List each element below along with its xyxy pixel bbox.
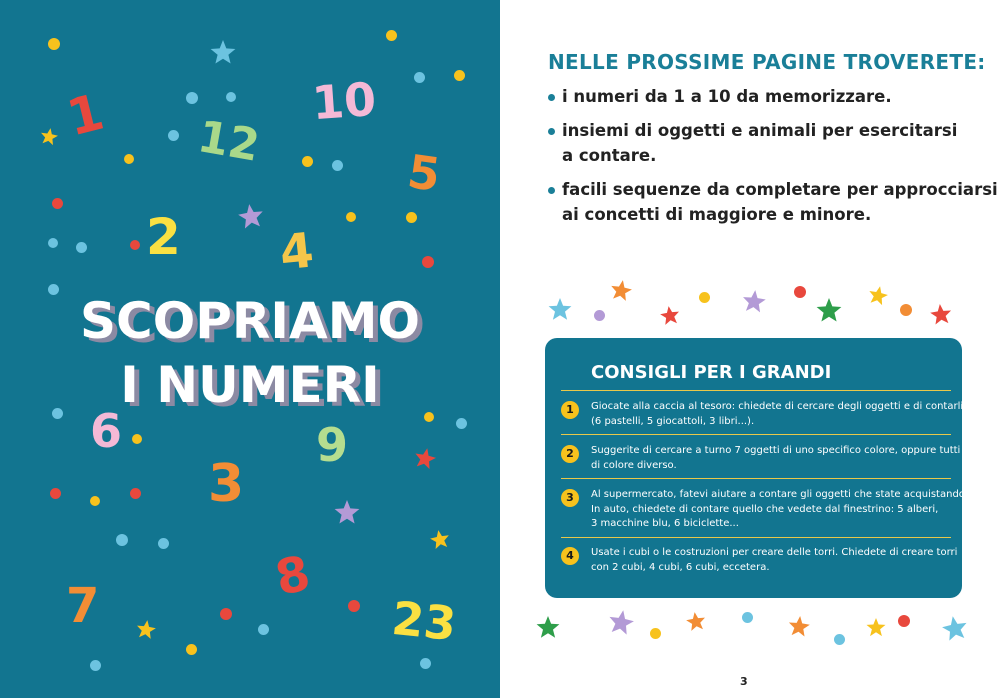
confetti-dot [90,496,100,506]
star-icon [428,528,451,551]
divider [561,390,951,391]
tip-line: con 2 cubi, 4 cubi, 6 cubi, eccetera. [591,561,770,573]
divider [561,537,951,538]
star-icon [334,500,360,526]
number-decoration-12: 12 [194,111,264,172]
star-icon [606,608,636,638]
confetti-dot [900,304,912,316]
confetti-dot [124,154,134,164]
star-icon [548,298,572,322]
confetti-dot [130,240,140,250]
confetti-dot [420,658,431,669]
confetti-dot [90,660,101,671]
page-title-line-1: SCOPRIAMO [80,292,420,350]
confetti-dot [346,212,356,222]
tip-text [591,444,961,473]
intro-item [548,84,968,109]
intro-item [548,177,998,227]
tip-line: In auto, chiedete di contare quello che vedete dal finestrino: 5 alberi, [591,503,939,515]
confetti-dot [454,70,465,81]
tip-line: Al supermercato, fatevi aiutare a contare gli oggetti che state acquistando. [591,489,968,500]
star-icon [608,278,633,303]
number-decoration-8: 8 [270,545,315,607]
number-decoration-23: 23 [389,590,459,652]
tip-line: 3 macchine blu, 6 biciclette... [591,518,739,529]
confetti-dot [186,92,198,104]
confetti-dot [742,612,753,623]
tip-line: Suggerite di cercare a turno 7 oggetti di uno specifico colore, oppure tutti [591,445,961,456]
star-icon [940,614,970,644]
star-icon [659,305,682,328]
intro-heading: NELLE PROSSIME PAGINE TROVERETE: [548,50,986,74]
bullet-dot [548,94,555,101]
tip-line: Usate i cubi o le costruzioni per creare delle torri. Chiedete di creare torri [591,547,958,558]
star-icon [39,127,60,148]
confetti-dot [168,130,179,141]
tip-number-badge: 1 [561,401,579,419]
star-icon [741,289,767,315]
confetti-dot [76,242,87,253]
confetti-dot [650,628,661,639]
bullet-dot [548,128,555,135]
confetti-dot [50,488,61,499]
number-decoration-5: 5 [404,144,444,202]
confetti-dot [48,238,58,248]
tip-number-badge: 2 [561,445,579,463]
confetti-dot [52,198,63,209]
star-icon [816,298,842,324]
star-icon [866,284,890,308]
intro-item [548,118,968,168]
star-icon [210,40,236,66]
confetti-dot [220,608,232,620]
number-decoration-1: 1 [61,82,110,148]
star-icon [787,615,811,639]
confetti-dot [158,538,169,549]
star-icon [236,202,265,231]
tip-line: di colore diverso. [591,459,677,471]
confetti-dot [594,310,605,321]
tip-number-badge: 3 [561,489,579,507]
star-icon [929,303,953,327]
star-icon [412,446,438,472]
tip-line: (6 pastelli, 5 giocattoli, 3 libri...). [591,415,755,427]
confetti-dot [794,286,806,298]
confetti-dot [699,292,710,303]
intro-item-line: i numeri da 1 a 10 da memorizzare. [562,87,892,106]
intro-item-line: facili sequenze da completare per approcciarsi [562,180,998,199]
confetti-dot [406,212,417,223]
number-decoration-6: 6 [90,404,123,458]
confetti-dot [348,600,360,612]
confetti-dot [386,30,397,41]
page-number: 3 [740,675,748,688]
page-title-line-2: I NUMERI [120,356,380,414]
intro-item-line: insiemi di oggetti e animali per esercitarsi [562,121,958,140]
confetti-dot [130,488,141,499]
confetti-dot [422,256,434,268]
confetti-dot [116,534,128,546]
tips-heading: CONSIGLI PER I GRANDI [591,362,832,383]
confetti-dot [48,38,60,50]
intro-list [548,84,998,236]
confetti-dot [302,156,313,167]
intro-item-line: ai concetti di maggiore e minore. [562,205,872,224]
divider [561,434,951,435]
number-decoration-7: 7 [66,578,100,634]
star-icon [536,616,560,640]
intro-item-line: a contare. [562,146,657,165]
number-decoration-3: 3 [208,454,245,514]
divider [561,478,951,479]
bullet-dot [548,187,555,194]
tip-number-badge: 4 [561,547,579,565]
star-icon [135,619,158,642]
confetti-dot [186,644,197,655]
number-decoration-4: 4 [277,222,317,282]
tip-line: Giocate alla caccia al tesoro: chiedete di cercare degli oggetti e di contarli [591,401,964,412]
confetti-dot [332,160,343,171]
tip-text [591,546,958,575]
star-icon [685,611,708,634]
tip-text [591,488,968,532]
number-decoration-9: 9 [316,418,349,472]
tip-text [591,400,964,429]
tips-box [545,338,968,598]
number-decoration-2: 2 [146,208,181,266]
confetti-dot [456,418,467,429]
confetti-dot [898,615,910,627]
confetti-dot [226,92,236,102]
star-icon [866,618,886,638]
confetti-dot [258,624,269,635]
confetti-dot [834,634,845,645]
number-decoration-10: 10 [310,71,378,131]
confetti-dot [414,72,425,83]
confetti-dot [132,434,142,444]
